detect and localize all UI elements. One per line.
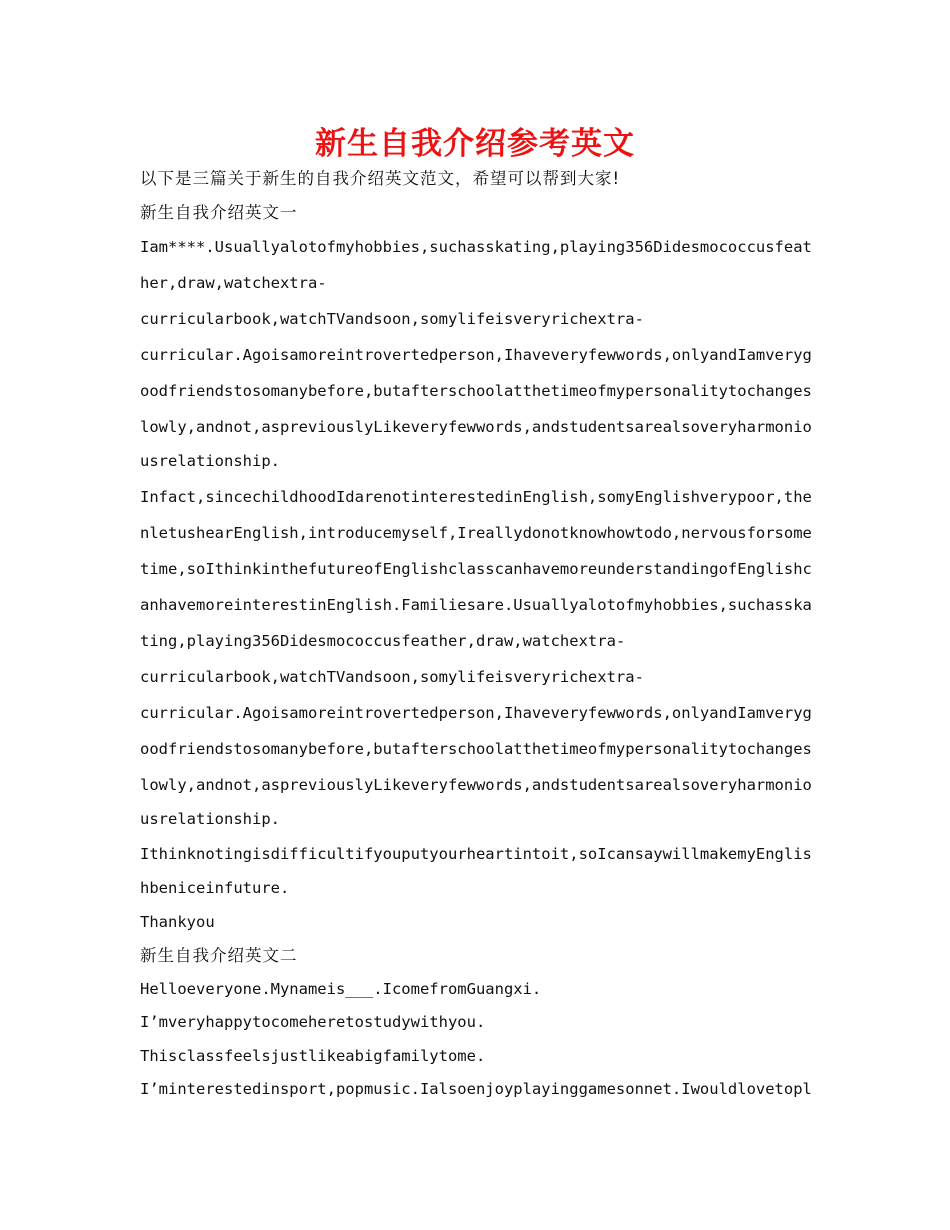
text-line: lowly,andnot,aspreviouslyLikeveryfewwords,andstudentsarealsoveryharmonio: [140, 418, 812, 436]
intro-paragraph: 以下是三篇关于新生的自我介绍英文范文，希望可以帮到大家!: [140, 169, 621, 188]
document-title: 新生自我介绍参考英文: [315, 126, 635, 162]
text-line: usrelationship.: [140, 452, 280, 470]
text-line: I’minterestedinsport,popmusic.Ialsoenjoyplayinggamesonnet.Iwouldlovetopl: [140, 1080, 812, 1098]
text-line: nletushearEnglish,introducemyself,Ireallydonotknowhowtodo,nervousforsome: [140, 523, 812, 542]
section-1-text: [140, 229, 812, 939]
text-line: anhavemoreinterestinEnglish.Familiesare.Usuallyalotofmyhobbies,suchasska: [140, 595, 812, 614]
section-heading-2: 新生自我介绍英文二: [140, 946, 298, 965]
text-line: curricularbook,watchTVandsoon,somylifeisveryrichextra-: [140, 667, 644, 686]
text-line: Iam****.Usuallyalotofmyhobbies,suchasskating,playing356Didesmococcusfeat: [140, 238, 812, 256]
text-line: Helloeveryone.Mynameis___.IcomefromGuangxi.: [140, 979, 542, 998]
text-line: ting,playing356Didesmococcusfeather,draw,watchextra-: [140, 631, 626, 650]
text-line: Ithinknotingisdifficultifyouputyourheartintoit,soIcansaywillmakemyEnglis: [140, 845, 812, 863]
text-line: I’mveryhappytocomeheretostudywithyou.: [140, 1013, 486, 1031]
section-2-text: [140, 973, 812, 1107]
text-line: time,soIthinkinthefutureofEnglishclasscanhavemoreunderstandingofEnglishc: [140, 559, 812, 578]
text-line: usrelationship.: [140, 809, 280, 828]
text-line: her,draw,watchextra-: [140, 274, 327, 292]
text-line: curricular.Agoisamoreintrovertedperson,Ihaveveryfewwords,onlyandIamveryg: [140, 346, 812, 364]
text-line: oodfriendstosomanybefore,butafterschoolatthetimeofmypersonalitytochanges: [140, 382, 812, 400]
text-line: hbeniceinfuture.: [140, 879, 290, 897]
document-body: [140, 162, 812, 1107]
text-line: Thisclassfeelsjustlikeabigfamilytome.: [140, 1046, 486, 1065]
section-heading-1: 新生自我介绍英文一: [140, 202, 298, 222]
text-line: Infact,sincechildhoodIdarenotinterestedinEnglish,somyEnglishverypoor,the: [140, 487, 812, 506]
text-line: curricularbook,watchTVandsoon,somylifeisveryrichextra-: [140, 310, 644, 328]
text-line: curricular.Agoisamoreintrovertedperson,Ihaveveryfewwords,onlyandIamveryg: [140, 703, 812, 722]
text-line: Thankyou: [140, 912, 215, 931]
text-line: lowly,andnot,aspreviouslyLikeveryfewwords,andstudentsarealsoveryharmonio: [140, 775, 812, 794]
text-line: oodfriendstosomanybefore,butafterschoolatthetimeofmypersonalitytochanges: [140, 739, 812, 758]
